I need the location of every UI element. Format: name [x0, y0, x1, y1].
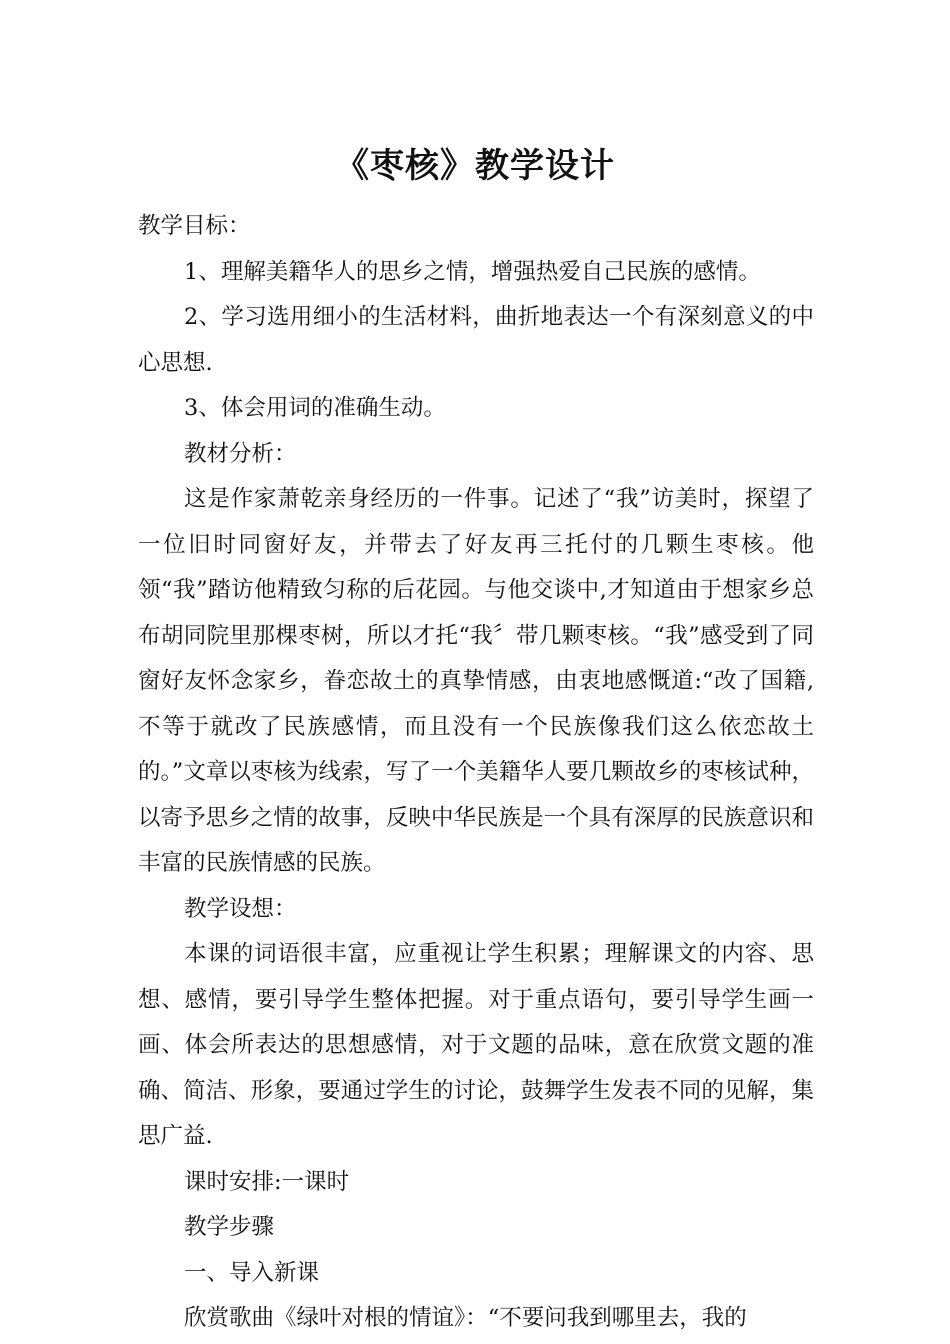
paragraph-step-1-heading: 一、导入新课 [184, 1259, 320, 1286]
paragraph-step-1-body: 欣赏歌曲《绿叶对根的情谊》：“不要问我到哪里去，我的 [184, 1305, 747, 1331]
paragraph-schedule: 课时安排:一课时 [184, 1168, 350, 1195]
document-title: 《枣核》教学设计 [335, 146, 615, 186]
paragraph-objective-2: 2、学习选用细小的生活材料，曲折地表达一个有深刻意义的中心思想. [138, 304, 814, 376]
paragraph-objectives-heading: 教学目标： [138, 213, 251, 239]
paragraph-concept-heading: 教学设想： [184, 895, 297, 922]
paragraph-objective-3: 3、体会用词的准确生动。 [184, 395, 446, 421]
paragraph-analysis-heading: 教材分析： [184, 440, 297, 467]
document-body [138, 204, 814, 1342]
paragraph-objective-1: 1、理解美籍华人的思乡之情，增强热爱自己民族的感情。 [184, 258, 761, 285]
paragraph-steps-heading: 教学步骤 [184, 1214, 275, 1240]
paragraph-concept-body: 本课的词语很丰富，应重视让学生积累；理解课文的内容、思想、感情，要引导学生整体把握。对于重点语句，要引导学生画一画、体会所表达的思想感情，对于文题的品味，意在欣赏文题的准确、简洁、形象，要通过学生的讨论，鼓舞学生发表不同的见解，集思广益. [138, 941, 814, 1149]
paragraph-analysis-body: 这是作家萧乾亲身经历的一件事。记述了“我”访美时，探望了一位旧时同窗好友，并带去了好友再三托付的几颗生枣核。他领“我”踏访他精致匀称的后花园。与他交谈中,才知道由于想家乡总布胡同院里那棵枣树，所以才托“我〞带几颗枣核。“我”感受到了同窗好友怀念家乡，眷恋故土的真挚情感，由衷地感慨道:“改了国籍,不等于就改了民族感情，而且没有一个民族像我们这么依恋故土的。”文章以枣核为线索，写了一个美籍华人要几颗故乡的枣核试种，以寄予思乡之情的故事，反映中华民族是一个具有深厚的民族意识和丰富的民族情感的民族。 [138, 486, 814, 876]
